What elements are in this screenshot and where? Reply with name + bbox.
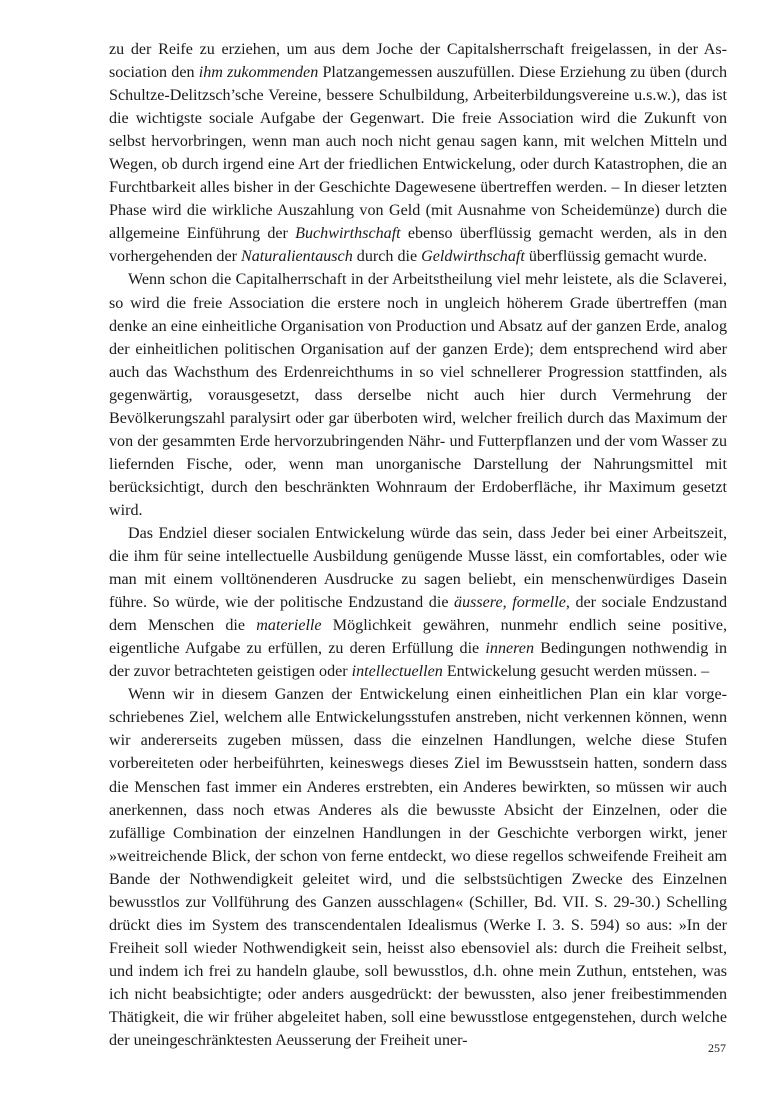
page-body <box>109 38 727 1052</box>
text-run: Das Endziel dieser socialen Entwickelung würde das sein, dass Jeder bei einer Arbeitszeit, die ihm für seine intellectuelle Ausbildung genügende Musse lässt, ein comfortables, oder wie man mit einem volltönenderen Ausdrucke zu sagen beliebt, ein menschenwürdiges Dasein führe. So würde, wie der politische Endzustand die <box>109 524 727 612</box>
paragraph-1 <box>109 38 727 268</box>
text-run: Platzangemessen auszufüllen. Diese Erziehung zu üben (durch Schultze-Delitzsch’sche Vereine, bessere Schulbildung, Arbeiterbildungsvereine u.s.w.), das ist die wichtigste sociale Aufgabe der Gegenwart. Die freie Association wird die Zukunft von selbst hervorbringen, wenn man auch noch nicht genau sagen kann, mit welchen Mitteln und Wegen, ob durch irgend eine Art der friedlichen Entwickelung, oder durch Katastrophen, die an Furchtbarkeit alles bisher in der Geschichte Dagewesene übertreffen werden. – In dieser letzten Phase wird die wirkliche Auszahlung von Geld (mit Ausnahme von Scheidemünze) durch die allgemeine Einführung der <box>109 64 728 243</box>
text-run: Entwickelung gesucht werden müssen. – <box>442 663 710 681</box>
text-run: Wenn schon die Capitalherrschaft in der Arbeitstheilung viel mehr leistete, als die Sclaverei, so wird die freie Association die erstere noch in ungleich höherem Grade übertreffen (man denke an eine einheitliche Organisation von Production und Absatz auf der ganzen Erde, analog der einheitlichen politischen Organisation auf der ganzen Erde); dem entsprechend wird aber auch das Wachsthum des Erdenreichthums in so viel schnellerer Progression stattfinden, als gegenwärtig, vorausgesetzt, dass derselbe nicht auch hier durch Vermehrung der Bevölkerungszahl paralysirt oder gar überboten wird, welcher freilich durch das Maximum der von der gesammten Erde hervorzubringenden Nähr- und Futterpflanzen und der vom Wasser zu liefernden Fische, oder, wenn man unorganische Darstellung der Nahrungsmittel mit berücksichtigt, durch den beschränkten Wohnraum der Erdoberfläche, ihr Maximum gesetzt wird. <box>109 271 727 519</box>
italic-text-run: materielle <box>256 617 322 635</box>
page-number: 257 <box>708 1041 726 1055</box>
text-run: durch die <box>352 248 422 266</box>
italic-text-run: ihm zukommenden <box>198 64 319 82</box>
italic-text-run: äussere, formelle <box>454 594 566 612</box>
text-run: Bedingungen nothwendig in der zuvor betrachteten geistigen oder <box>109 640 727 681</box>
text-run: ebenso überflüssig gemacht werden, als in den vorhergehenden der <box>109 225 727 266</box>
paragraph-3 <box>109 522 727 683</box>
text-run: , der sociale Endzustand dem Menschen die <box>109 594 727 635</box>
paragraph-4 <box>109 683 727 1052</box>
text-run: Wenn wir in diesem Ganzen der Entwickelung einen einheitlichen Plan ein klar vorgeschriebenes Ziel, welchem alle Entwickelungsstufen anstreben, nicht verkennen können, wenn wir andererseits zugeben müssen, dass die einzelnen Handlungen, welche diese Stufen vorbereiteten oder herbeiführten, keineswegs dieses Ziel im Bewusstsein hatten, sondern dass die Menschen fast immer ein Anderes erstrebten, ein Anderes bewirkten, so müssen wir auch anerkennen, dass noch etwas Anderes als die bewusste Absicht der Einzelnen, oder die zufällige Combination der einzelnen Handlungen in der Geschichte verborgen wirkt, jener »weitreichende Blick, der schon von ferne entdeckt, wo diese regellos schweifende Freiheit am Bande der Nothwendigkeit geleitet wird, und die selbstsüchtigen Zwecke des Einzelnen bewusstlos zur Vollführung des Ganzen ausschlagen« (Schiller, Bd. VII. S. 29-30.) Schelling drückt dies im System des transcendentalen Idealismus (Werke I. 3. S. 594) so aus: »In der Freiheit soll wieder Nothwendigkeit sein, heisst also ebensoviel als: durch die Freiheit selbst, und indem ich frei zu handeln glaube, soll bewusstlos, d.h. ohne mein Zuthun, entstehen, was ich nicht beabsichtigte; oder anders ausgedrückt: der bewussten, also jener freibestimmenden Thätigkeit, die wir früher abgeleitet haben, soll eine bewusstlose entgegenstehen, durch welche der uneingeschränktesten Aeusserung der Freiheit uner- <box>109 686 727 1050</box>
paragraph-2 <box>109 268 727 522</box>
text-run: Möglichkeit gewähren, nunmehr endlich seine positive, eigentliche Aufgabe zu erfüllen, zu deren Erfüllung die <box>109 617 727 658</box>
italic-text-run: Buchwirthschaft <box>295 225 401 243</box>
italic-text-run: Geldwirthschaft <box>421 248 525 266</box>
italic-text-run: intellectuellen <box>351 663 443 681</box>
text-run: überflüssig gemacht wurde. <box>524 248 708 266</box>
italic-text-run: inneren <box>485 640 534 658</box>
italic-text-run: Naturalientausch <box>240 248 353 266</box>
text-run: zu der Reife zu erziehen, um aus dem Joche der Capitalsherrschaft freigelassen, in der Association den <box>109 41 727 82</box>
